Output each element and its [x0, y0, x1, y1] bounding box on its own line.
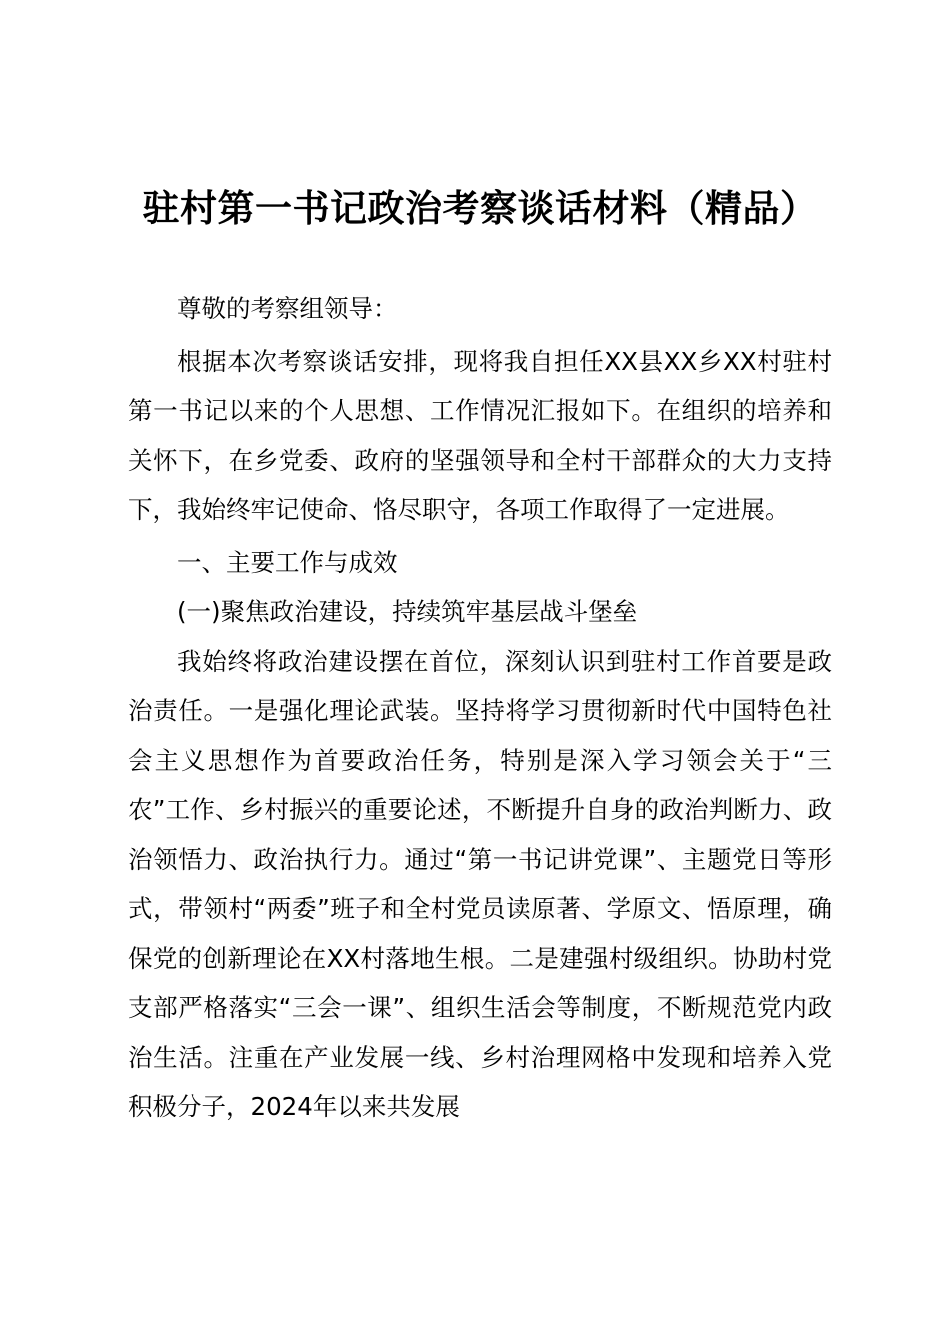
- paragraph-political-building: 我始终将政治建设摆在首位，深刻认识到驻村工作首要是政治责任。一是强化理论武装。坚持将学习贯彻新时代中国特色社会主义思想作为首要政治任务，特别是深入学习领会关于“三农”工作、乡村振兴的重要论述，不断提升自身的政治判断力、政治领悟力、政治执行力。通过“第一书记讲党课”、主题党日等形式，带领村“两委”班子和全村党员读原著、学原文、悟原理，确保党的创新理论在XX村落地生根。二是建强村级组织。协助村党支部严格落实“三会一课”、组织生活会等制度，不断规范党内政治生活。注重在产业发展一线、乡村治理网格中发现和培养入党积极分子，2024年以来共发展: [128, 646, 832, 1121]
- section-heading: 一、主要工作与成效: [177, 547, 398, 577]
- document-body: [128, 284, 832, 1132]
- paragraph-intro: 根据本次考察谈话安排，现将我自担任XX县XX乡XX村驻村第一书记以来的个人思想、工作情况汇报如下。在组织的培养和关怀下，在乡党委、政府的坚强领导和全村干部群众的大力支持下，我始终牢记使命、恪尽职守，各项工作取得了一定进展。: [128, 346, 832, 524]
- document-title: 驻村第一书记政治考察谈话材料（精品）: [142, 187, 818, 230]
- subsection-heading: (一)聚焦政治建设，持续筑牢基层战斗堡垒: [177, 597, 638, 626]
- salutation: 尊敬的考察组领导：: [177, 294, 398, 323]
